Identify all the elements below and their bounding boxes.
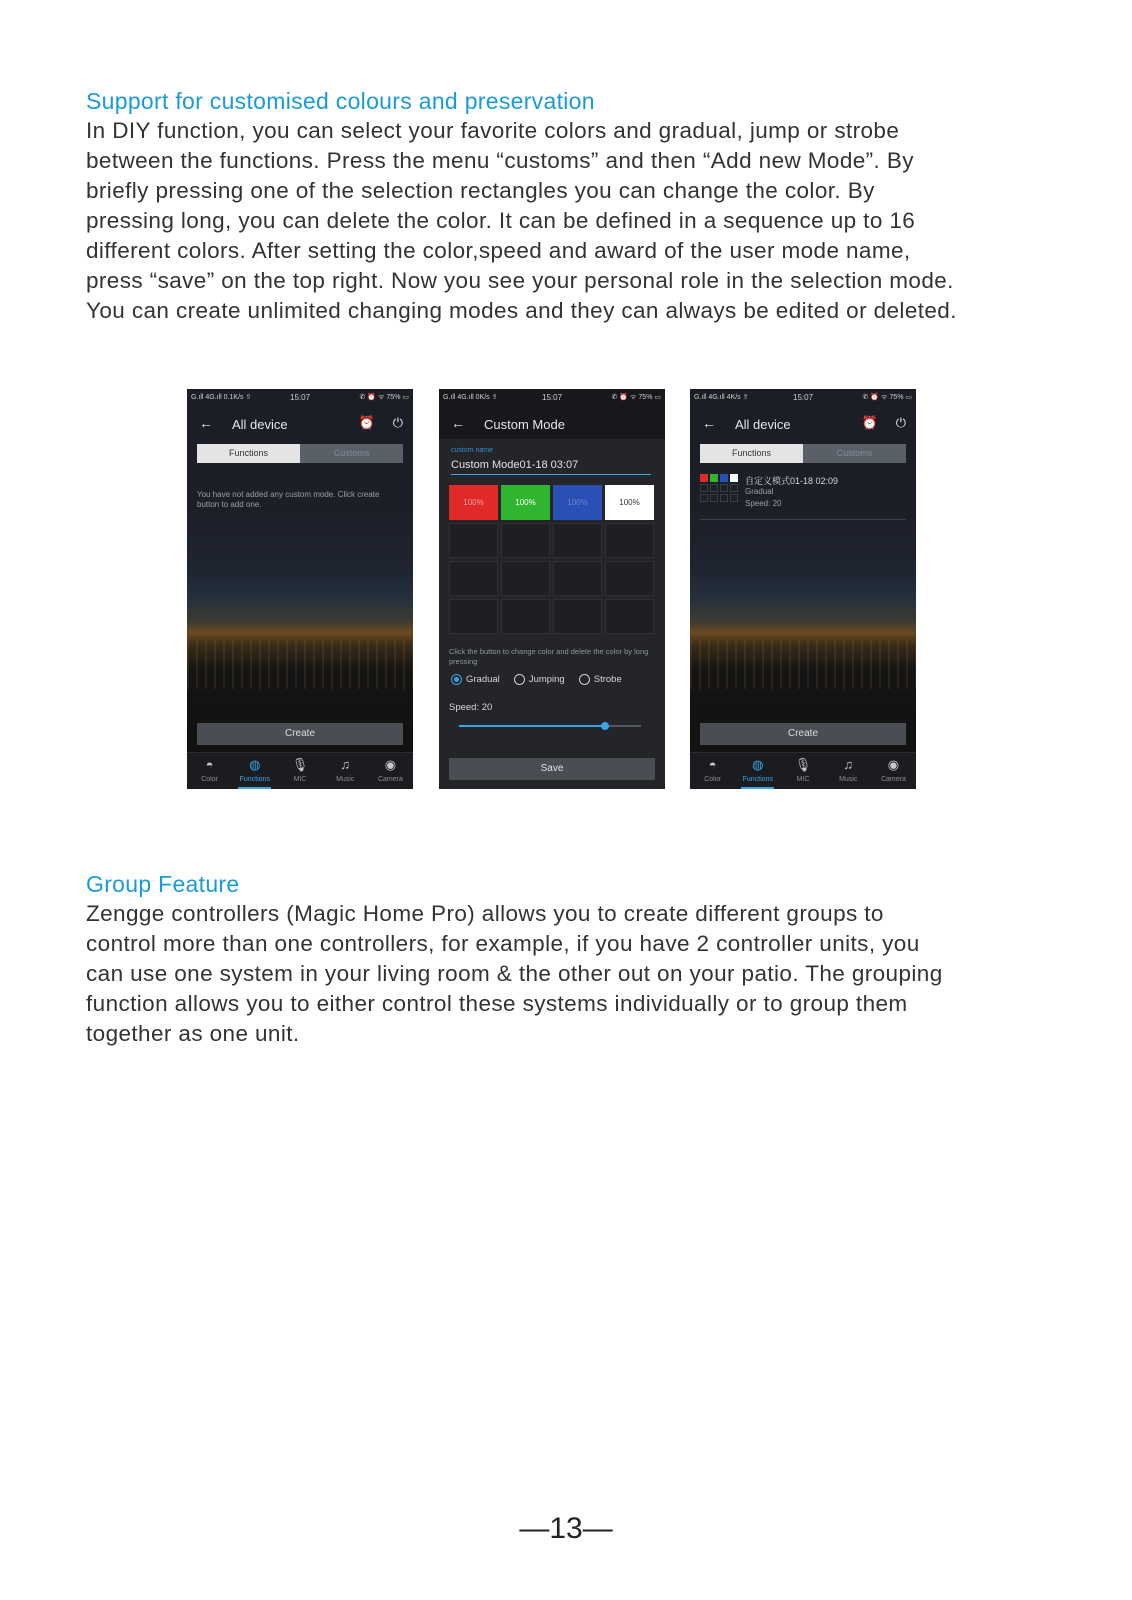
section-body-custom-colours (86, 116, 1066, 326)
tab-functions-bottom[interactable]: ◍ Functions (735, 753, 780, 789)
screen-title: All device (232, 417, 288, 432)
tab-mic[interactable]: 🎙 MIC (780, 753, 825, 789)
bottom-tab-bar (187, 752, 413, 789)
color-cell-empty[interactable] (501, 561, 550, 596)
screen-title: All device (735, 417, 791, 432)
save-button[interactable]: Save (449, 758, 655, 780)
functions-icon: ◍ (249, 757, 261, 772)
radio-jumping[interactable]: Jumping (514, 674, 565, 685)
music-note-icon: ♫ (843, 757, 854, 772)
color-swatch (700, 484, 708, 492)
custom-name-label: custom name (451, 447, 494, 454)
screenshot-custom-list (690, 389, 916, 789)
color-swatch (700, 494, 708, 502)
color-cell[interactable]: 100% (553, 485, 602, 520)
camera-icon: ◉ (887, 757, 900, 772)
screenshot-custom-mode (439, 389, 665, 789)
color-swatch (730, 474, 738, 482)
status-bar: G.ıll 4G.ıll 0.1K/s ⇪ 15:07 ✆ ⏰ ᯤ 75% ▭ (191, 393, 409, 402)
power-icon[interactable]: ⏻ (895, 415, 906, 430)
body-line: different colors. After setting the color,speed and award of the user mode name, (86, 238, 911, 263)
color-cell[interactable]: 100% (449, 485, 498, 520)
functions-icon: ◍ (752, 757, 764, 772)
segmented-control (700, 444, 906, 463)
speed-label: Speed: 20 (449, 702, 493, 713)
alarm-clock-icon[interactable]: ⏰ (861, 415, 878, 430)
color-wheel-icon: ◓ (708, 757, 717, 772)
color-cell-empty[interactable] (449, 561, 498, 596)
mode-type: Gradual (745, 487, 774, 496)
create-button[interactable]: Create (197, 723, 403, 745)
color-swatch (730, 494, 738, 502)
body-line: press “save” on the top right. Now you see your personal role in the selection mode. (86, 268, 954, 293)
status-bar: G.ıll 4G.ıll 4K/s ⇪ 15:07 ✆ ⏰ ᯤ 75% ▭ (694, 393, 912, 402)
section-heading-custom-colours: Support for customised colours and preservation (86, 88, 595, 114)
mode-name: 自定义模式01-18 02:09 (745, 476, 839, 486)
mode-color-swatches (700, 474, 738, 502)
color-cell-empty[interactable] (449, 523, 498, 558)
back-arrow-icon[interactable]: ← (702, 415, 716, 431)
speed-slider[interactable] (459, 725, 641, 727)
microphone-icon: 🎙 (291, 757, 309, 772)
nav-bar (187, 409, 413, 439)
color-cell-empty[interactable] (605, 599, 654, 634)
bottom-tab-bar (690, 752, 916, 789)
tab-functions-bottom[interactable]: ◍ Functions (232, 753, 277, 789)
body-line: Zengge controllers (Magic Home Pro) allows you to create different groups to (86, 901, 884, 926)
tab-music[interactable]: ♫ Music (826, 753, 871, 789)
microphone-icon: 🎙 (794, 757, 812, 772)
body-line: between the functions. Press the menu “customs” and then “Add new Mode”. By (86, 148, 914, 173)
body-line: briefly pressing one of the selection rectangles you can change the color. By (86, 178, 875, 203)
color-cell-empty[interactable] (553, 523, 602, 558)
mode-speed: Speed: 20 (745, 499, 782, 508)
mode-radio-group (451, 674, 622, 685)
color-cell[interactable]: 100% (501, 485, 550, 520)
color-cell-empty[interactable] (553, 599, 602, 634)
color-cell-empty[interactable] (449, 599, 498, 634)
color-swatch (710, 474, 718, 482)
nav-bar (690, 409, 916, 439)
color-swatch (720, 484, 728, 492)
tab-camera[interactable]: ◉ Camera (368, 753, 413, 789)
tab-color[interactable]: ◓ Color (690, 753, 735, 789)
custom-name-input[interactable]: Custom Mode01-18 03:07 (451, 459, 651, 475)
color-swatch (700, 474, 708, 482)
power-icon[interactable]: ⏻ (392, 415, 403, 430)
body-line: together as one unit. (86, 1021, 300, 1046)
tab-mic[interactable]: 🎙 MIC (277, 753, 322, 789)
back-arrow-icon[interactable]: ← (451, 415, 465, 431)
body-line: In DIY function, you can select your favorite colors and gradual, jump or strobe (86, 118, 900, 143)
tab-functions[interactable]: Functions (197, 444, 300, 463)
section-heading-group-feature: Group Feature (86, 871, 240, 897)
radio-strobe[interactable]: Strobe (579, 674, 622, 685)
color-grid (449, 485, 654, 634)
color-cell[interactable]: 100% (605, 485, 654, 520)
body-line: control more than one controllers, for example, if you have 2 controller units, you (86, 931, 920, 956)
color-swatch (720, 474, 728, 482)
screenshot-all-device-empty (187, 389, 413, 789)
color-swatch (710, 484, 718, 492)
color-cell-empty[interactable] (553, 561, 602, 596)
color-swatch (730, 484, 738, 492)
back-arrow-icon[interactable]: ← (199, 415, 213, 431)
camera-icon: ◉ (384, 757, 397, 772)
body-line: You can create unlimited changing modes and they can always be edited or deleted. (86, 298, 957, 323)
status-bar: G.ıll 4G.ıll 0K/s ⇪ 15:07 ✆ ⏰ ᯤ 75% ▭ (443, 393, 661, 402)
color-swatch (720, 494, 728, 502)
tab-music[interactable]: ♫ Music (323, 753, 368, 789)
screen-title: Custom Mode (484, 417, 565, 432)
alarm-clock-icon[interactable]: ⏰ (358, 415, 375, 430)
music-note-icon: ♫ (340, 757, 351, 772)
page-number: —13— (519, 1512, 613, 1545)
color-cell-empty[interactable] (605, 523, 654, 558)
body-line: function allows you to either control these systems individually or to group them (86, 991, 908, 1016)
segmented-control (197, 444, 403, 463)
color-wheel-icon: ◓ (205, 757, 214, 772)
color-cell-empty[interactable] (501, 599, 550, 634)
radio-gradual[interactable]: Gradual (451, 674, 500, 685)
custom-mode-item[interactable] (700, 474, 906, 520)
tab-functions[interactable]: Functions (700, 444, 803, 463)
instruction-hint: Click the button to change color and delete the color by long pressing (449, 647, 649, 666)
body-line: pressing long, you can delete the color. It can be defined in a sequence up to 16 (86, 208, 916, 233)
body-line: can use one system in your living room & the other out on your patio. The grouping (86, 961, 943, 986)
section-body-group-feature (86, 899, 1066, 1049)
tab-customs[interactable]: Customs (300, 444, 403, 463)
tab-customs[interactable]: Customs (803, 444, 906, 463)
slider-handle[interactable] (601, 722, 609, 730)
color-cell-empty[interactable] (605, 561, 654, 596)
nav-bar (439, 409, 665, 439)
color-cell-empty[interactable] (501, 523, 550, 558)
tab-camera[interactable]: ◉ Camera (871, 753, 916, 789)
create-button[interactable]: Create (700, 723, 906, 745)
color-swatch (710, 494, 718, 502)
tab-color[interactable]: ◓ Color (187, 753, 232, 789)
empty-state-message: You have not added any custom mode. Click create button to add one. (197, 490, 380, 509)
